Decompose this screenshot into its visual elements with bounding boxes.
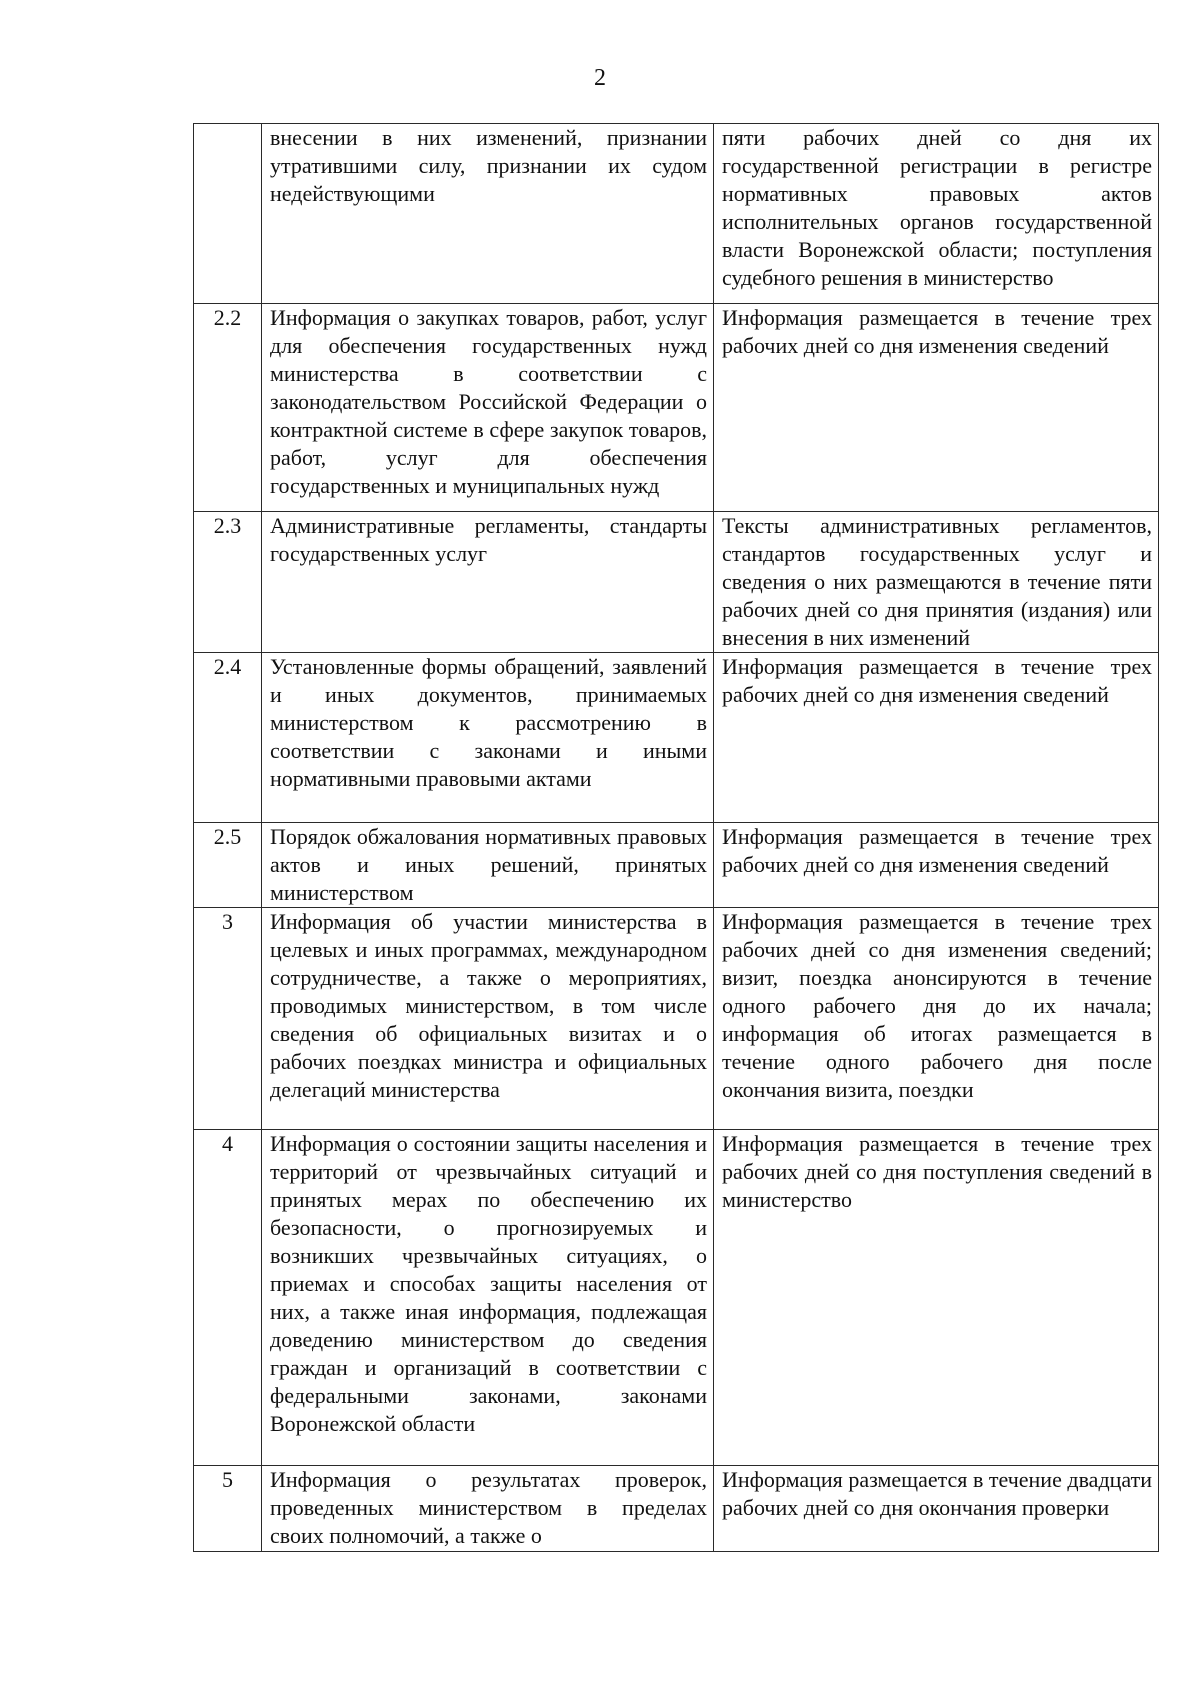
row-description: Информация об участии министерства в целевых и иных программах, международном сотрудничестве, а также о мероприятиях, проводимых министерством, в том числе сведения об официальных визитах и о рабочих поездках министра и официальных делегаций министерства — [262, 908, 714, 1130]
row-number: 2.3 — [194, 512, 262, 653]
table-row — [194, 908, 1159, 1130]
row-number: 5 — [194, 1466, 262, 1552]
row-description: внесении в них изменений, признании утратившими силу, признании их судом недействующими — [262, 124, 714, 304]
table-row — [194, 823, 1159, 908]
row-term: Информация размещается в течение двадцати рабочих дней со дня окончания проверки — [714, 1466, 1159, 1552]
row-term: Информация размещается в течение трех рабочих дней со дня изменения сведений — [714, 823, 1159, 908]
page-number: 2 — [594, 65, 606, 91]
row-term: Информация размещается в течение трех рабочих дней со дня изменения сведений — [714, 653, 1159, 823]
row-term: Информация размещается в течение трех рабочих дней со дня изменения сведений — [714, 304, 1159, 512]
row-number: 2.5 — [194, 823, 262, 908]
row-description: Административные регламенты, стандарты государственных услуг — [262, 512, 714, 653]
row-term: Информация размещается в течение трех рабочих дней со дня поступления сведений в министерство — [714, 1130, 1159, 1466]
row-term: Информация размещается в течение трех рабочих дней со дня изменения сведений; визит, поездка анонсируются в течение одного рабочего дня до их начала; информация об итогах размещается в течение одного рабочего дня после окончания визита, поездки — [714, 908, 1159, 1130]
table-row — [194, 653, 1159, 823]
row-term: Тексты административных регламентов, стандартов государственных услуг и сведения о них размещаются в течение пяти рабочих дней со дня принятия (издания) или внесения в них изменений — [714, 512, 1159, 653]
table-row — [194, 124, 1159, 304]
table-row — [194, 304, 1159, 512]
row-description: Порядок обжалования нормативных правовых актов и иных решений, принятых министерством — [262, 823, 714, 908]
row-number: 2.2 — [194, 304, 262, 512]
row-description: Информация о состоянии защиты населения и территорий от чрезвычайных ситуаций и принятых мерах по обеспечению их безопасности, о прогнозируемых и возникших чрезвычайных ситуациях, о приемах и способах защиты населения от них, а также иная информация, подлежащая доведению министерством до сведения граждан и организаций в соответствии с федеральными законами, законами Воронежской области — [262, 1130, 714, 1466]
row-description: Установленные формы обращений, заявлений и иных документов, принимаемых министерством к рассмотрению в соответствии с законами и иными нормативными правовыми актами — [262, 653, 714, 823]
row-number: 2.4 — [194, 653, 262, 823]
table-row — [194, 1130, 1159, 1466]
row-term: пяти рабочих дней со дня их государственной регистрации в регистре нормативных правовых актов исполнительных органов государственной власти Воронежской области; поступления судебного решения в министерство — [714, 124, 1159, 304]
row-number — [194, 124, 262, 304]
row-number: 4 — [194, 1130, 262, 1466]
disclosure-table — [193, 123, 1159, 1552]
table-row — [194, 512, 1159, 653]
row-description: Информация о закупках товаров, работ, услуг для обеспечения государственных нужд министерства в соответствии с законодательством Российской Федерации о контрактной системе в сфере закупок товаров, работ, услуг для обеспечения государственных и муниципальных нужд — [262, 304, 714, 512]
row-description: Информация о результатах проверок, проведенных министерством в пределах своих полномочий, а также о — [262, 1466, 714, 1552]
table-row — [194, 1466, 1159, 1552]
row-number: 3 — [194, 908, 262, 1130]
